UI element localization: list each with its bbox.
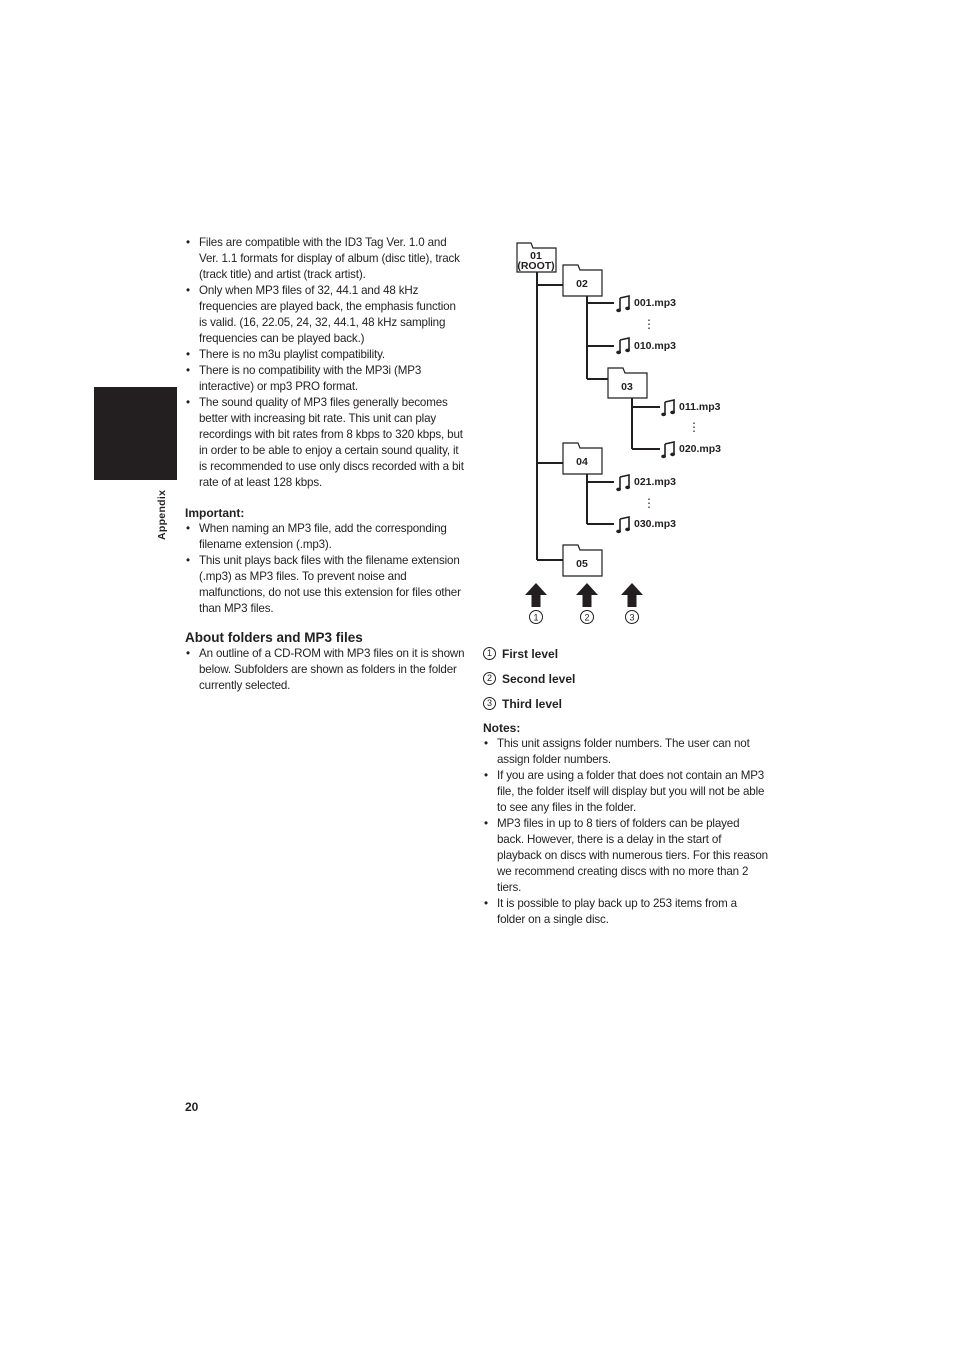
ellipsis: ⋮	[688, 420, 700, 434]
list-item: • Only when MP3 files of 32, 44.1 and 48 kHz frequencies are played back, the emphasis function is valid. (16, 22.05, 24, 32, 44.1, 48 kHz sampling frequencies can be played back.)	[185, 283, 465, 347]
level-marker-number: 3	[629, 612, 635, 623]
folder-label: 04	[576, 456, 588, 468]
music-note-icon	[616, 338, 630, 354]
file-label: 021.mp3	[634, 476, 677, 488]
folder-label: 03	[621, 381, 633, 393]
music-note-icon	[616, 475, 630, 491]
up-arrow-icon	[621, 583, 643, 607]
root-folder-number: 01	[530, 250, 542, 262]
folder-label: 05	[576, 558, 588, 570]
list-item: • It is possible to play back up to 253 items from a folder on a single disc.	[483, 896, 768, 928]
level-marker: 2	[483, 672, 496, 685]
file-label: 020.mp3	[679, 443, 722, 455]
notes-section	[483, 720, 768, 928]
list-item: • This unit plays back files with the filename extension (.mp3) as MP3 files. To prevent noise and malfunctions, do not use this extension for files other than MP3 files.	[185, 553, 465, 617]
section-tab-label: Appendix	[156, 489, 168, 540]
list-item: • An outline of a CD-ROM with MP3 files on it is shown below. Subfolders are shown as folders in the folder currently selected.	[185, 646, 465, 694]
level-legend	[483, 641, 575, 716]
level-legend-item	[483, 666, 575, 691]
ellipsis: ⋮	[643, 496, 655, 510]
list-item: • When naming an MP3 file, add the corresponding filename extension (.mp3).	[185, 521, 465, 553]
file-label: 001.mp3	[634, 297, 677, 309]
file-label: 011.mp3	[679, 401, 721, 413]
section-heading: About folders and MP3 files	[185, 630, 363, 645]
file-label: 010.mp3	[634, 340, 677, 352]
list-item: • Files are compatible with the ID3 Tag Ver. 1.0 and Ver. 1.1 formats for display of album (disc title), track (track title) and artist (track artist).	[185, 235, 465, 283]
notes-heading: Notes:	[483, 721, 521, 735]
level-marker-number: 2	[584, 612, 590, 623]
list-item: • There is no compatibility with the MP3i (MP3 interactive) or mp3 PRO format.	[185, 363, 465, 395]
music-note-icon	[661, 400, 675, 416]
up-arrow-icon	[525, 583, 547, 607]
tree-lines	[537, 271, 660, 560]
level-marker: 1	[483, 647, 496, 660]
list-item: • MP3 files in up to 8 tiers of folders can be played back. However, there is a delay in the start of playback on discs with numerous tiers. For this reason we recommend creating discs with no more than 2 tiers.	[483, 816, 768, 896]
root-folder-label: (ROOT)	[517, 260, 555, 272]
level-marker: 3	[483, 697, 496, 710]
file-label: 030.mp3	[634, 518, 677, 530]
important-heading: Important:	[185, 506, 245, 520]
level-label: Third level	[502, 696, 563, 711]
notes-list	[483, 736, 768, 928]
ellipsis: ⋮	[643, 317, 655, 331]
music-note-icon	[616, 517, 630, 533]
level-label: Second level	[502, 671, 576, 686]
list-item: • The sound quality of MP3 files generally becomes better with increasing bit rate. This unit can play recordings with bit rates from 8 kbps to 320 kbps, but in order to be able to enjoy a certain sound quality, it is recommended to use only discs recorded with a bit rate of at least 128 kbps.	[185, 395, 465, 491]
music-note-icon	[616, 296, 630, 312]
list-item: • If you are using a folder that does not contain an MP3 file, the folder itself will display but you will not be able to see any files in the folder.	[483, 768, 768, 816]
level-marker-number: 1	[533, 612, 539, 623]
list-item: • This unit assigns folder numbers. The user can not assign folder numbers.	[483, 736, 768, 768]
level-legend-item	[483, 691, 575, 716]
list-item: • There is no m3u playlist compatibility.	[185, 347, 465, 363]
music-note-icon	[661, 442, 675, 458]
page-number: 20	[185, 1100, 199, 1114]
up-arrow-icon	[576, 583, 598, 607]
folder-label: 02	[576, 278, 588, 290]
level-legend-item	[483, 641, 575, 666]
level-label: First level	[502, 646, 559, 661]
